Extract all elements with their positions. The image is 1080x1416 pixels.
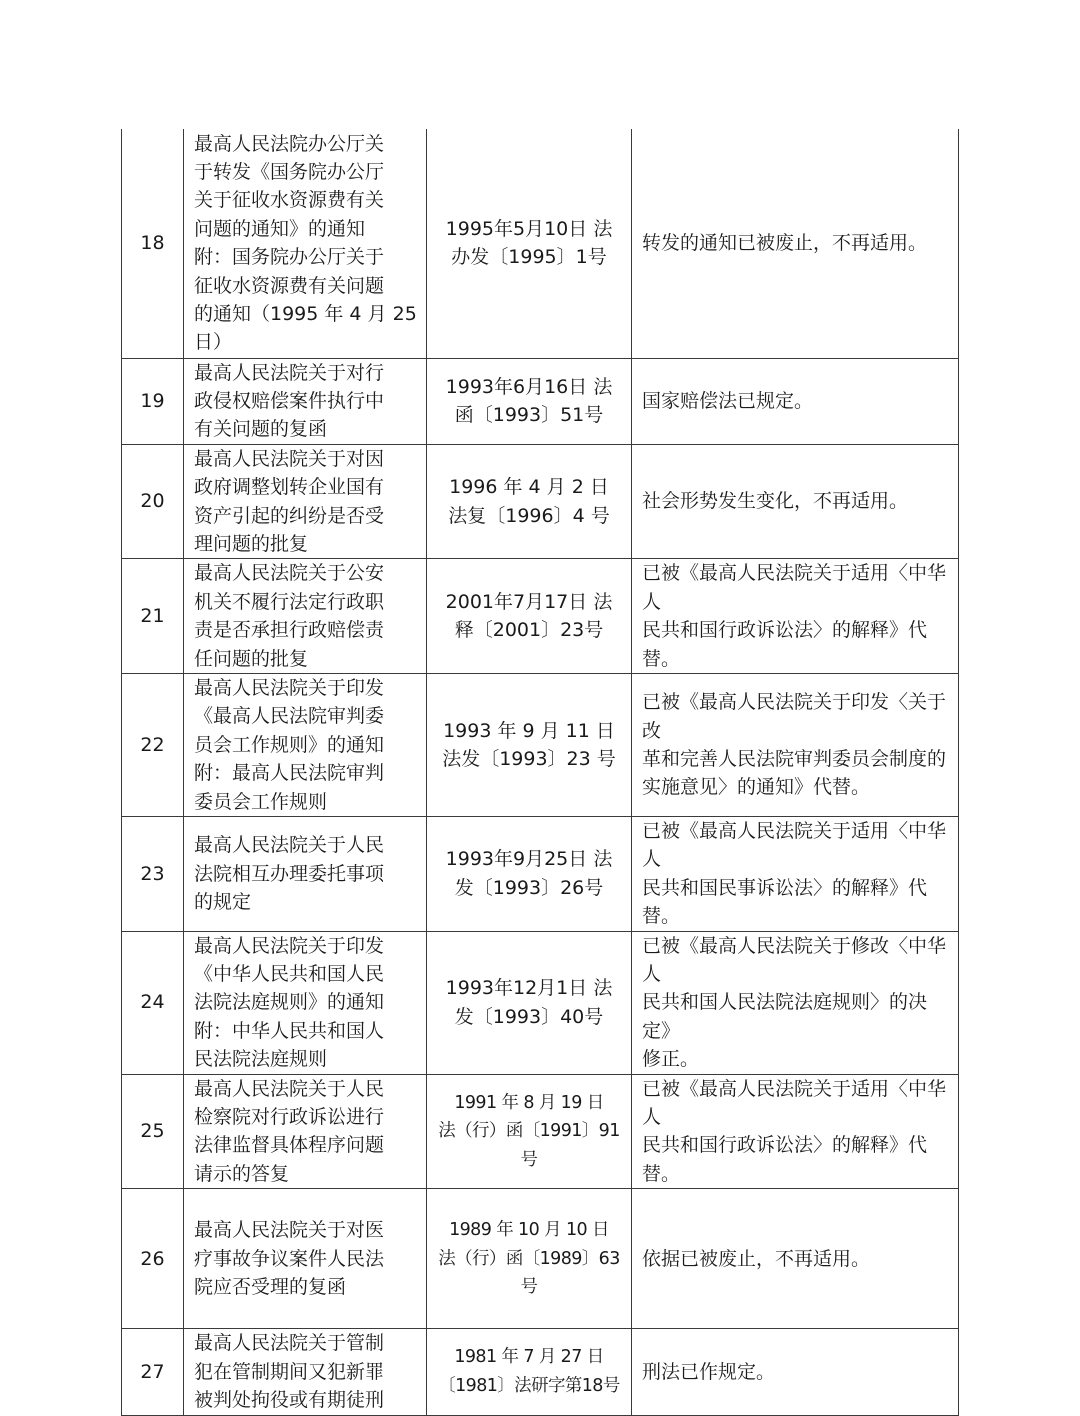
repeal-reason-text: 刑法已作规定。 [642,1360,776,1383]
repeal-reason-text: 已被《最高人民法院关于适用〈中华人 民共和国行政诉讼法〉的解释》代替。 [642,1077,947,1185]
issue-date-and-number [427,817,632,932]
row-number: 25 [122,1074,184,1189]
repeal-reason [632,358,959,444]
table-row [122,358,959,444]
document-title [184,1189,427,1329]
document-title-text: 最高人民法院关于管制 犯在管制期间又犯新罪 被判处拘役或有期徒刑 [194,1332,385,1412]
repeal-reason-text: 已被《最高人民法院关于适用〈中华人 民共和国行政诉讼法〉的解释》代替。 [642,562,947,670]
document-title-text: 最高人民法院关于公安 机关不履行法定行政职 责是否承担行政赔偿责 任问题的批复 [194,562,385,670]
document-title-text: 最高人民法院关于人民 检察院对行政诉讼进行 法律监督具体程序问题 请示的答复 [194,1077,385,1185]
issue-date-text: 1993年9月25日 法 发〔1993〕26号 [445,848,613,899]
document-title [184,931,427,1074]
repeal-reason [632,444,959,559]
repeal-reason-text: 依据已被废止，不再适用。 [642,1247,871,1270]
row-number: 20 [122,444,184,559]
document-title [184,559,427,674]
issue-date-text: 2001年7月17日 法 释〔2001〕23号 [445,590,613,642]
issue-date-and-number [427,1074,632,1189]
row-number: 22 [122,673,184,816]
document-title [184,1329,427,1415]
issue-date-text: 1981 年 7 月 27 日 〔1981〕法研字第18号 [438,1347,620,1396]
issue-date-text: 1989 年 10 月 10 日 法（行）函〔1989〕63号 [438,1220,620,1297]
issue-date-and-number [427,1329,632,1415]
repeal-reason [632,1189,959,1329]
repeal-reason-text: 社会形势发生变化，不再适用。 [642,490,909,513]
document-title-text: 最高人民法院关于印发 《中华人民共和国人民 法院法庭规则》的通知 附：中华人民共和国人 民法院法庭规则 [194,934,385,1071]
row-number: 26 [122,1189,184,1329]
row-number: 21 [122,559,184,674]
document-title [184,673,427,816]
document-title-text: 最高人民法院关于对医 疗事故争议案件人民法 院应否受理的复函 [194,1219,385,1298]
document-title-text: 最高人民法院办公厅关 于转发《国务院办公厅 关于征收水资源费有关 问题的通知》的通知 附：国务院办公厅关于 征收水资源费有关问题 的通知（1995 年 4 月 25 日） [194,132,417,354]
table-row [122,129,959,358]
row-number: 23 [122,817,184,932]
issue-date-text: 1993年6月16日 法 函〔1993〕51号 [445,375,613,427]
issue-date-and-number [427,129,632,358]
document-title [184,444,427,559]
repeal-reason [632,1074,959,1189]
issue-date-text: 1995年5月10日 法 办发〔1995〕1号 [445,217,613,269]
issue-date-text: 1993 年 9 月 11 日 法发〔1993〕23 号 [442,719,616,770]
table-row [122,673,959,816]
repeal-reason [632,129,959,358]
issue-date-and-number [427,358,632,444]
repeal-reason-text: 国家赔偿法已规定。 [642,389,814,412]
row-number: 18 [122,129,184,358]
document-title-text: 最高人民法院关于印发 《最高人民法院审判委 员会工作规则》的通知 附：最高人民法院审判 委员会工作规则 [194,676,385,813]
table-row [122,1329,959,1415]
table-row [122,559,959,674]
repeal-reason-text: 已被《最高人民法院关于印发〈关于改 革和完善人民法院审判委员会制度的 实施意见〉的通知》代替。 [642,691,947,799]
document-title [184,1074,427,1189]
row-number: 19 [122,358,184,444]
row-number: 24 [122,931,184,1074]
table-row [122,931,959,1074]
document-title [184,358,427,444]
issue-date-text: 1996 年 4 月 2 日 法复〔1996〕4 号 [448,476,610,527]
document-title [184,817,427,932]
repeal-reason [632,931,959,1074]
issue-date-and-number [427,444,632,559]
document-title [184,129,427,358]
repeal-reason [632,1329,959,1415]
table-row [122,444,959,559]
row-number: 27 [122,1329,184,1415]
repeal-reason [632,559,959,674]
issue-date-and-number [427,559,632,674]
repeal-reason [632,817,959,932]
repeal-reason [632,673,959,816]
repeal-reason-text: 已被《最高人民法院关于修改〈中华人 民共和国人民法院法庭规则〉的决定》 修正。 [642,934,947,1071]
repeal-reason-text: 已被《最高人民法院关于适用〈中华人 民共和国民事诉讼法〉的解释》代替。 [642,820,947,928]
document-title-text: 最高人民法院关于对行 政侵权赔偿案件执行中 有关问题的复函 [194,361,385,441]
document-title-text: 最高人民法院关于对因 政府调整划转企业国有 资产引起的纠纷是否受 理问题的批复 [194,447,385,555]
issue-date-and-number [427,1189,632,1329]
issue-date-and-number [427,931,632,1074]
issue-date-text: 1993年12月1日 法 发〔1993〕40号 [445,977,613,1028]
regulations-table [121,129,959,1416]
issue-date-and-number [427,673,632,816]
table-row [122,1074,959,1189]
table-row [122,1189,959,1329]
table-row [122,817,959,932]
document-title-text: 最高人民法院关于人民 法院相互办理委托事项 的规定 [194,834,385,914]
issue-date-text: 1991 年 8 月 19 日 法（行）函〔1991〕91号 [438,1092,620,1170]
repeal-reason-text: 转发的通知已被废止，不再适用。 [642,232,928,255]
